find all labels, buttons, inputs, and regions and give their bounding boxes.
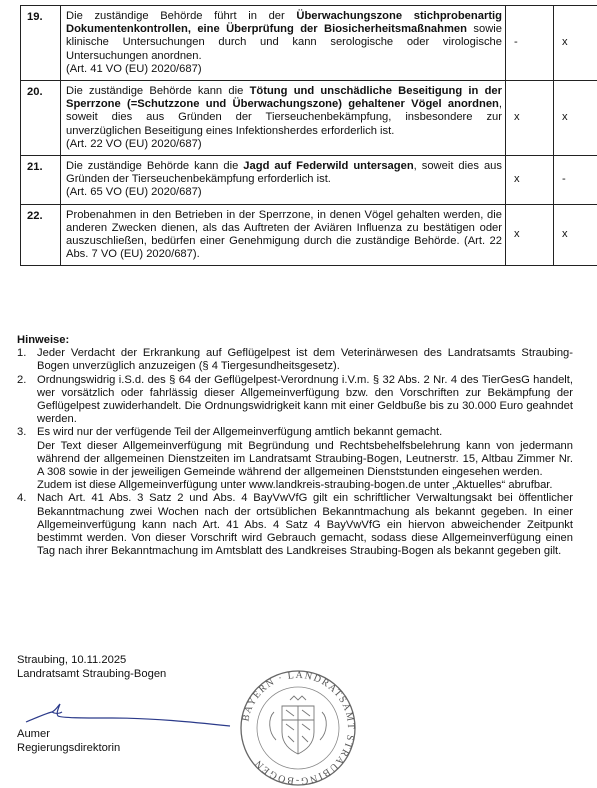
measure-text bbox=[61, 81, 506, 156]
note-paragraph: Ordnungswidrig i.S.d. des § 64 der Geflügelpest-Verordnung i.V.m. § 32 Abs. 2 Nr. 4 des TierGesG handelt, wer vorsätzlich oder fahrlässig dieser Allgemeinverfügung bzw. den Vorschriften zur Bekämpfung der Geflügelpest zuwiderhandelt. Die Ordnungswidrigkeit kann mit einer Geldbuße bis zu 30.000 Euro geahndet werden. bbox=[37, 373, 573, 426]
note-paragraph: Jeder Verdacht der Erkrankung auf Geflügelpest ist dem Veterinärwesen des Landratsamts Straubing-Bogen unverzüglich anzuzeigen (§ 4 Tiergesundheitsgesetz). bbox=[37, 347, 573, 373]
row-number: 19. bbox=[21, 6, 61, 81]
note-body bbox=[37, 426, 573, 492]
table-row bbox=[21, 156, 597, 205]
notes-list bbox=[17, 347, 573, 558]
measure-emphasis: Jagd auf Federwild untersagen bbox=[243, 160, 414, 173]
note-item bbox=[17, 374, 573, 427]
measure-text bbox=[61, 204, 506, 266]
signer-title: Regierungsdirektorin bbox=[17, 742, 121, 754]
measures-table bbox=[20, 5, 597, 266]
place-date: Straubing, 10.11.2025 bbox=[17, 654, 127, 666]
measure-segment: Die zuständige Behörde führt in der bbox=[66, 10, 297, 22]
row-number: 21. bbox=[21, 156, 61, 205]
note-paragraph: Zudem ist diese Allgemeinverfügung unter www.landkreis-straubing-bogen.de unter „Aktuelles“ abrufbar. bbox=[37, 479, 553, 492]
note-item bbox=[17, 347, 573, 373]
legal-reference: (Art. 41 VO (EU) 2020/687) bbox=[66, 62, 202, 75]
table-row bbox=[21, 81, 597, 156]
note-number: 4. bbox=[17, 492, 27, 505]
note-item bbox=[17, 492, 573, 558]
surveillance-zone-mark: x bbox=[554, 6, 597, 81]
note-item bbox=[17, 426, 573, 492]
signer-block bbox=[17, 727, 120, 755]
table-row bbox=[21, 6, 597, 81]
measure-segment: Die zuständige Behörde kann die bbox=[66, 160, 244, 173]
row-number: 22. bbox=[21, 204, 61, 266]
measure-emphasis: Tötung und unschädliche Beseitigung in der Sperrzone (=Schutzzone und Überwachungszone) gehaltener Vögel anordnen bbox=[66, 85, 502, 111]
official-seal bbox=[232, 668, 364, 788]
surveillance-zone-mark: x bbox=[554, 81, 597, 156]
measure-emphasis: Überwachungszone stichprobenartig Dokumentenkontrollen, eine Überprüfung der Biosicherheitsmaßnahmen bbox=[66, 10, 502, 36]
surveillance-zone-mark: x bbox=[554, 204, 597, 266]
legal-reference: (Art. 22 VO (EU) 2020/687) bbox=[66, 137, 202, 150]
measure-text bbox=[61, 156, 506, 205]
protection-zone-mark: x bbox=[506, 204, 554, 266]
protection-zone-mark: - bbox=[506, 6, 554, 81]
notes-section bbox=[17, 334, 573, 558]
measure-text bbox=[61, 6, 506, 81]
note-body bbox=[37, 347, 573, 373]
row-number: 20. bbox=[21, 81, 61, 156]
note-paragraph: Der Text dieser Allgemeinverfügung mit Begründung und Rechtsbehelfsbelehrung kann von jedermann während der allgemeinen Dienstzeiten im Landratsamt Straubing-Bogen, Leutnerstr. 15, Altbau Zimmer Nr. A 308 sowie in der jeweiligen Gemeinde während der allgemeinen Dienststunden eingesehen werden. bbox=[37, 439, 573, 479]
protection-zone-mark: x bbox=[506, 81, 554, 156]
legal-reference: (Art. 65 VO (EU) 2020/687) bbox=[66, 186, 202, 199]
measure-segment: sowie klinische Untersuchungen durch und kann serologische oder virologische Untersuchungen anordnen. bbox=[66, 23, 502, 62]
note-number: 1. bbox=[17, 347, 27, 360]
note-paragraph: Nach Art. 41 Abs. 3 Satz 2 und Abs. 4 BayVwVfG gilt ein schriftlicher Verwaltungsakt bei öffentlicher Bekanntmachung zwei Wochen nach der ortsüblichen Bekanntmachung als bekannt gegeben. In einer Allgemeinverfügung kann nach Art. 41 Abs. 4 Satz 4 BayVwVfG ein hiervon abweichender Zeitpunkt bestimmt werden. Von dieser Vorschrift wird Gebrauch gemacht, sodass diese Allgemeinverfügung einen Tag nach ihrer Bekanntmachung im Amtsblatt des Landkreises Straubing-Bogen als bekannt gegeben gilt. bbox=[37, 492, 573, 558]
measure-segment: Probenahmen in den Betrieben in der Sperrzone, in denen Vögel gehalten werden, die anderen Zwecken dienen, als das Auftreten der Aviären Influenza zu bestätigen oder auszuschließen, bedürfen einer Genehmigung durch die zuständige Behörde. (Art. 22 Abs. 7 VO (EU) 2020/687). bbox=[66, 208, 502, 261]
surveillance-zone-mark: - bbox=[554, 156, 597, 205]
note-number: 3. bbox=[17, 426, 27, 439]
note-body bbox=[37, 374, 573, 427]
measure-segment: Die zuständige Behörde kann die bbox=[66, 85, 250, 98]
notes-title: Hinweise: bbox=[17, 334, 70, 346]
measure-segment: , soweit dies aus Gründen der Tierseuchenbekämpfung, insbesondere zur unverzüglichen Beseitigung eines Infektionsherdes erforderlich ist. bbox=[66, 98, 502, 137]
seal-text: BAYERN · LANDRATSAMT STRAUBING-BOGEN bbox=[240, 669, 357, 787]
note-number: 2. bbox=[17, 373, 27, 386]
footer-block bbox=[17, 654, 166, 682]
note-paragraph: Es wird nur der verfügende Teil der Allgemeinverfügung amtlich bekannt gemacht. bbox=[37, 426, 443, 439]
office-name: Landratsamt Straubing-Bogen bbox=[17, 667, 167, 680]
measure-segment: , soweit dies aus Gründen der Tierseuchenbekämpfung erforderlich ist. bbox=[66, 160, 502, 186]
table-row bbox=[21, 204, 597, 266]
protection-zone-mark: x bbox=[506, 156, 554, 205]
signer-name: Aumer bbox=[17, 728, 50, 740]
note-body bbox=[37, 492, 573, 558]
